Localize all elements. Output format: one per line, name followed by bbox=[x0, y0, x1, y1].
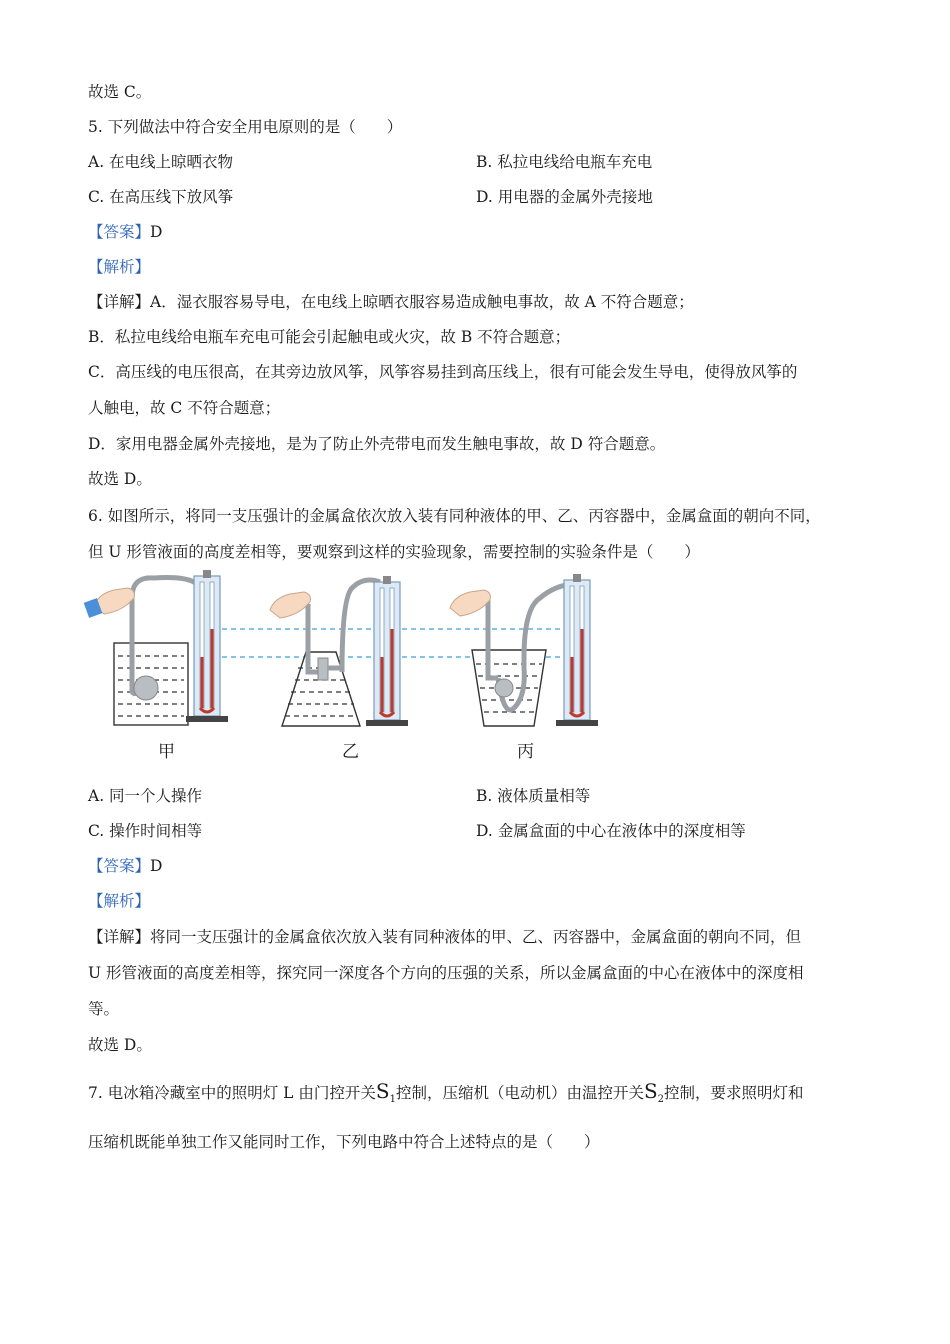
figure-label-yi: 乙 bbox=[342, 742, 359, 762]
answer-tag: 【答案】 bbox=[88, 223, 151, 241]
switch-s2-subscript: 2 bbox=[657, 1094, 665, 1106]
answer-value: D bbox=[150, 857, 163, 875]
q5-option-b: B. 私拉电线给电瓶车充电 bbox=[476, 153, 653, 171]
setup-bing bbox=[450, 574, 598, 726]
q5-analysis-tag: 【解析】 bbox=[88, 258, 151, 276]
q5-detail-c: C．高压线的电压很高，在其旁边放风筝，风筝容易挂到高压线上，很有可能会发生导电，使得放风筝的 bbox=[88, 363, 798, 381]
q6-option-a: A. 同一个人操作 bbox=[88, 787, 203, 805]
q6-detail-1 bbox=[88, 927, 801, 947]
q7-text-a: 7. 电冰箱冷藏室中的照明灯 L 由门控开关 bbox=[88, 1084, 376, 1102]
q5-option-a: A. 在电线上晾晒衣物 bbox=[88, 153, 234, 171]
switch-s1-letter: S bbox=[375, 1079, 390, 1103]
q6-detail-2: U 形管液面的高度差相等，探究同一深度各个方向的压强的关系，所以金属盒面的中心在液体中的深度相 bbox=[88, 964, 804, 982]
q7-stem-1 bbox=[88, 1081, 804, 1110]
q4-conclusion: 故选 C。 bbox=[88, 83, 152, 101]
answer-tag: 【答案】 bbox=[88, 857, 151, 875]
q5-detail-d: D．家用电器金属外壳接地，是为了防止外壳带电而发生触电事故，故 D 符合题意。 bbox=[88, 435, 666, 453]
switch-s1-subscript: 1 bbox=[389, 1094, 396, 1106]
q6-option-d: D. 金属盒面的中心在液体中的深度相等 bbox=[476, 822, 746, 840]
q6-answer bbox=[88, 856, 162, 876]
q7-text-b: 控制，压缩机（电动机）由温控开关 bbox=[395, 1084, 644, 1102]
switch-s2-letter: S bbox=[643, 1079, 658, 1103]
q5-detail-c-cont: 人触电，故 C 不符合题意； bbox=[88, 399, 281, 417]
q6-option-c: C. 操作时间相等 bbox=[88, 822, 203, 840]
detail-text: 将同一支压强计的金属盒依次放入装有同种液体的甲、乙、丙容器中，金属盒面的朝向不同，但 bbox=[150, 928, 802, 946]
detail-text: A．湿衣服容易导电，在电线上晾晒衣服容易造成触电事故，故 A 不符合题意； bbox=[150, 293, 694, 311]
q5-detail-b: B．私拉电线给电瓶车充电可能会引起触电或火灾，故 B 不符合题意； bbox=[88, 328, 571, 346]
q6-stem-2: 但 U 形管液面的高度差相等，要观察到这样的实验现象，需要控制的实验条件是（ ） bbox=[88, 543, 700, 561]
q6-analysis-tag: 【解析】 bbox=[88, 892, 151, 910]
q5-stem: 5. 下列做法中符合安全用电原则的是（ ） bbox=[88, 118, 403, 136]
figure-label-jia: 甲 bbox=[158, 742, 175, 762]
q5-detail-a bbox=[88, 292, 694, 312]
q7-text-c: 控制，要求照明灯和 bbox=[664, 1084, 804, 1102]
q5-answer bbox=[88, 222, 162, 242]
q6-stem-1: 6. 如图所示，将同一支压强计的金属盒依次放入装有同种液体的甲、乙、丙容器中，金属盒面的朝向不同， bbox=[88, 507, 821, 525]
setup-yi bbox=[270, 576, 408, 726]
q5-option-d: D. 用电器的金属外壳接地 bbox=[476, 188, 653, 206]
detail-tag: 【详解】 bbox=[88, 293, 151, 311]
q6-detail-3: 等。 bbox=[88, 1000, 120, 1018]
q7-stem-2: 压缩机既能单独工作又能同时工作，下列电路中符合上述特点的是（ ） bbox=[88, 1133, 600, 1151]
q6-option-b: B. 液体质量相等 bbox=[476, 787, 591, 805]
figure-label-bing: 丙 bbox=[517, 742, 534, 762]
q5-option-c: C. 在高压线下放风筝 bbox=[88, 188, 234, 206]
detail-tag: 【详解】 bbox=[88, 928, 151, 946]
setup-jia bbox=[84, 570, 228, 725]
q5-conclusion: 故选 D。 bbox=[88, 470, 152, 488]
answer-value: D bbox=[150, 223, 163, 241]
q6-conclusion: 故选 D。 bbox=[88, 1036, 152, 1054]
